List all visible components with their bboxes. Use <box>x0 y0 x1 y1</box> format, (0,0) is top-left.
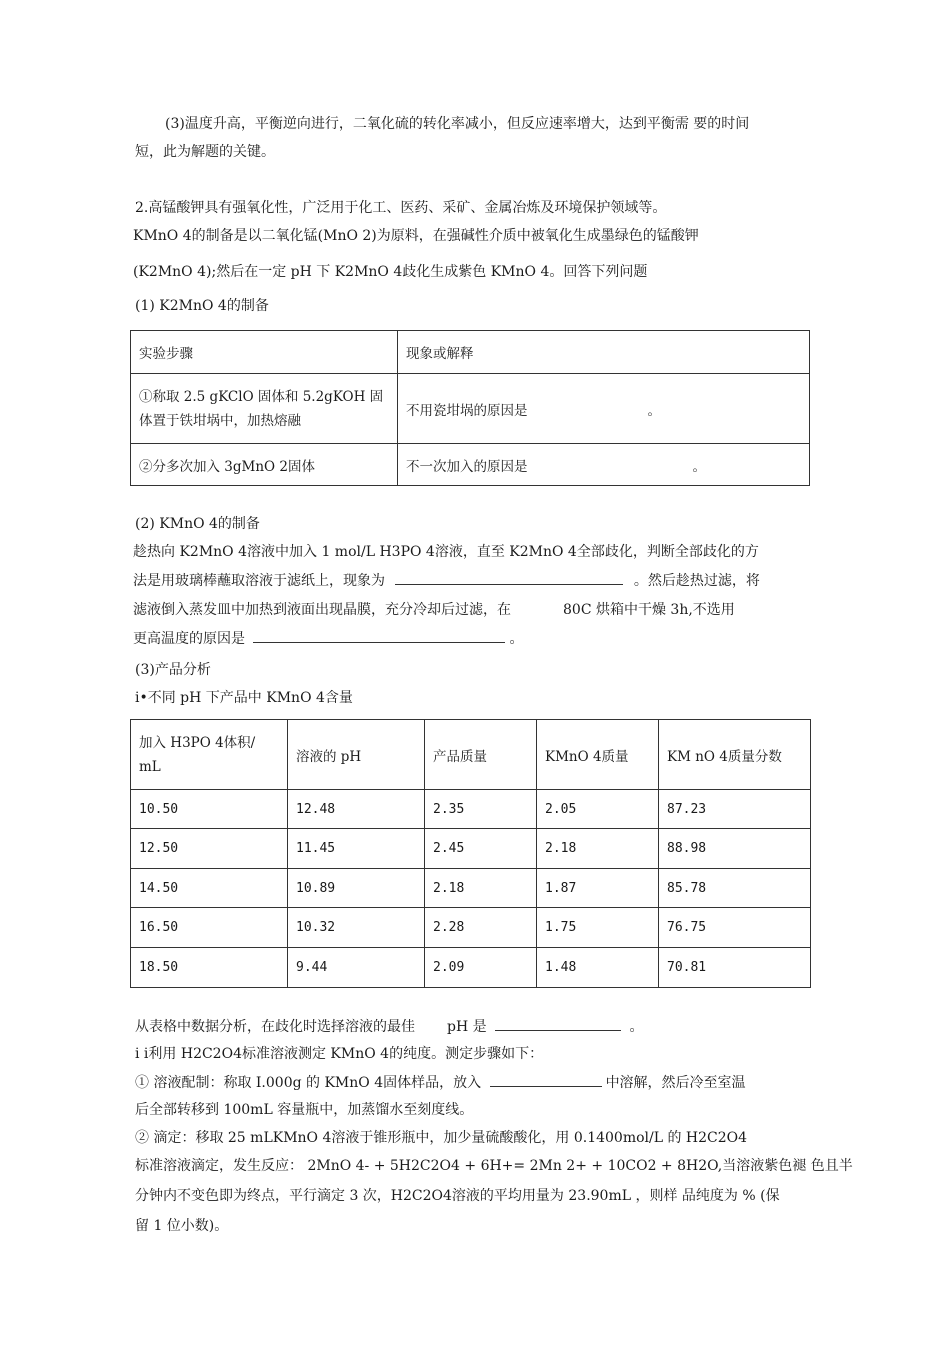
q2-intro-line3: (K2MnO 4);然后在一定 pH 下 K2MnO 4歧化生成紫色 KMnO 4。回答下列问题 <box>133 264 648 280</box>
analysis-text-a: 从表格中数据分析，在歧化时选择溶液的最佳 <box>135 1019 415 1035</box>
table-cell: 88.98 <box>659 829 811 869</box>
table2-header-kmno4-mass: KMnO 4质量 <box>537 720 659 790</box>
table1-row1-step-line2: 体置于铁坩埚中，加热熔融 <box>139 412 301 429</box>
subsection-2-line4-text-a: 更高温度的原因是 <box>133 631 245 647</box>
table2-header-volume-line1: 加入 H3PO 4体积/ <box>139 734 256 751</box>
table1-row2-explanation <box>398 444 810 486</box>
subsection-2-line1: 趁热向 K2MnO 4溶液中加入 1 mol/L H3PO 4溶液，直至 K2MnO 4全部歧化，判断全部歧化的方 <box>133 544 759 560</box>
subsection-2-title: (2) KMnO 4的制备 <box>135 516 260 532</box>
step1-line1 <box>135 1072 746 1093</box>
table1-row1-explanation-text: 不用瓷坩埚的原因是 <box>406 402 528 419</box>
subsection-2-line3-text-b: 80C 烘箱中干燥 3h,不选用 <box>563 602 735 618</box>
answer-blank-temperature[interactable] <box>253 628 505 643</box>
table2-header-ph: 溶液的 pH <box>288 720 425 790</box>
subsection-3-title: (3)产品分析 <box>135 662 211 678</box>
table-row <box>131 790 811 829</box>
table-cell: 2.35 <box>425 790 537 829</box>
table-cell: 9.44 <box>288 948 425 988</box>
para3-line2: 短，此为解题的关键。 <box>135 144 275 160</box>
table-cell: 1.48 <box>537 948 659 988</box>
table-cell: 10.50 <box>131 790 288 829</box>
table2-header-mass-fraction: KM nO 4质量分数 <box>659 720 811 790</box>
table-cell: 87.23 <box>659 790 811 829</box>
table1-header-step: 实验步骤 <box>131 331 398 374</box>
table2-header-product-mass: 产品质量 <box>425 720 537 790</box>
answer-blank-dissolve-vessel[interactable] <box>490 1072 602 1087</box>
table-cell: 18.50 <box>131 948 288 988</box>
table-cell: 2.09 <box>425 948 537 988</box>
table1-row1-period: 。 <box>647 402 661 419</box>
table-cell: 2.28 <box>425 908 537 948</box>
table-row <box>131 829 811 869</box>
table1-row2-step: ②分多次加入 3gMnO 2固体 <box>131 444 398 486</box>
subsection-2-line2-text-a: 法是用玻璃棒蘸取溶液于滤纸上，现象为 <box>133 573 385 589</box>
table-cell: 2.18 <box>537 829 659 869</box>
table-cell: 2.18 <box>425 869 537 908</box>
subsection-2-line4 <box>133 628 523 649</box>
table-cell: 16.50 <box>131 908 288 948</box>
step1-text-a: ① 溶液配制：称取 I.000g 的 KMnO 4固体样品，放入 <box>135 1075 482 1091</box>
step2-line4: 留 1 位小数)。 <box>135 1218 229 1234</box>
table-cell: 2.45 <box>425 829 537 869</box>
table-cell: 12.48 <box>288 790 425 829</box>
table1-header-explanation: 现象或解释 <box>398 331 810 374</box>
subsection-3-part-i: i•不同 pH 下产品中 KMnO 4含量 <box>135 690 353 706</box>
table-cell: 85.78 <box>659 869 811 908</box>
subsection-2-line3-text-a: 滤液倒入蒸发皿中加热到液面出现晶膜，充分冷却后过滤，在 <box>133 602 511 618</box>
step2-line3: 分钟内不变色即为终点，平行滴定 3 次，H2C2O4溶液的平均用量为 23.90mL ，则样 品纯度为 % (保 <box>135 1188 780 1204</box>
part-ii-line: i i利用 H2C2O4标准溶液测定 KMnO 4的纯度。测定步骤如下： <box>135 1046 544 1062</box>
table-cell: 1.87 <box>537 869 659 908</box>
table-cell: 12.50 <box>131 829 288 869</box>
subsection-2-line3 <box>133 600 735 620</box>
table-cell: 2.05 <box>537 790 659 829</box>
table-row <box>131 908 811 948</box>
table2-header-volume <box>131 720 288 790</box>
table1-row2-period: 。 <box>692 458 706 475</box>
answer-blank-best-ph[interactable] <box>495 1016 621 1031</box>
step2-line2: 标准溶液滴定，发生反应： 2MnO 4- + 5H2C2O4 + 6H+= 2Mn 2+ + 10CO2 + 8H2O,当溶液紫色褪 色且半 <box>135 1158 853 1174</box>
analysis-text-c: 。 <box>629 1019 644 1035</box>
subsection-2-line2-text-b: 。然后趁热过滤，将 <box>633 573 760 589</box>
table1-row1-explanation <box>398 374 810 444</box>
step1-line2: 后全部转移到 100mL 容量瓶中，加蒸馏水至刻度线。 <box>135 1102 474 1118</box>
table-row <box>131 948 811 988</box>
table2-header-volume-line2: mL <box>139 758 161 775</box>
step2-line1: ② 滴定：移取 25 mLKMnO 4溶液于锥形瓶中，加少量硫酸酸化，用 0.1400mol/L 的 H2C2O4 <box>135 1130 748 1146</box>
table-cell: 70.81 <box>659 948 811 988</box>
table-cell: 1.75 <box>537 908 659 948</box>
experiment-table <box>130 330 810 486</box>
table-cell: 10.32 <box>288 908 425 948</box>
subsection-2-line2 <box>133 570 760 591</box>
table-row <box>131 869 811 908</box>
analysis-text-b: pH 是 <box>447 1019 487 1035</box>
q2-intro-line2: KMnO 4的制备是以二氧化锰(MnO 2)为原料，在强碱性介质中被氧化生成墨绿色的锰酸钾 <box>133 228 699 244</box>
subsection-1-title: (1) K2MnO 4的制备 <box>135 298 269 314</box>
subsection-2-line4-text-b: 。 <box>509 631 524 647</box>
table1-row2-explanation-text: 不一次加入的原因是 <box>406 458 528 475</box>
step1-text-b: 中溶解，然后冷至室温 <box>605 1075 746 1091</box>
answer-blank-phenomenon[interactable] <box>395 570 623 585</box>
q2-intro-line1: 2.高锰酸钾具有强氧化性，广泛用于化工、医药、采矿、金属冶炼及环境保护领域等。 <box>135 200 667 216</box>
table-cell: 11.45 <box>288 829 425 869</box>
analysis-line <box>135 1016 644 1037</box>
para3-line1: (3)温度升高，平衡逆向进行，二氧化硫的转化率减小，但反应速率增大，达到平衡需 要的时间 <box>165 116 750 132</box>
table-cell: 10.89 <box>288 869 425 908</box>
table1-row1-step-line1: ①称取 2.5 gKClO 固体和 5.2gKOH 固 <box>139 388 384 405</box>
table-cell: 14.50 <box>131 869 288 908</box>
product-analysis-table <box>130 719 811 988</box>
table1-row1-step <box>131 374 398 444</box>
table-cell: 76.75 <box>659 908 811 948</box>
